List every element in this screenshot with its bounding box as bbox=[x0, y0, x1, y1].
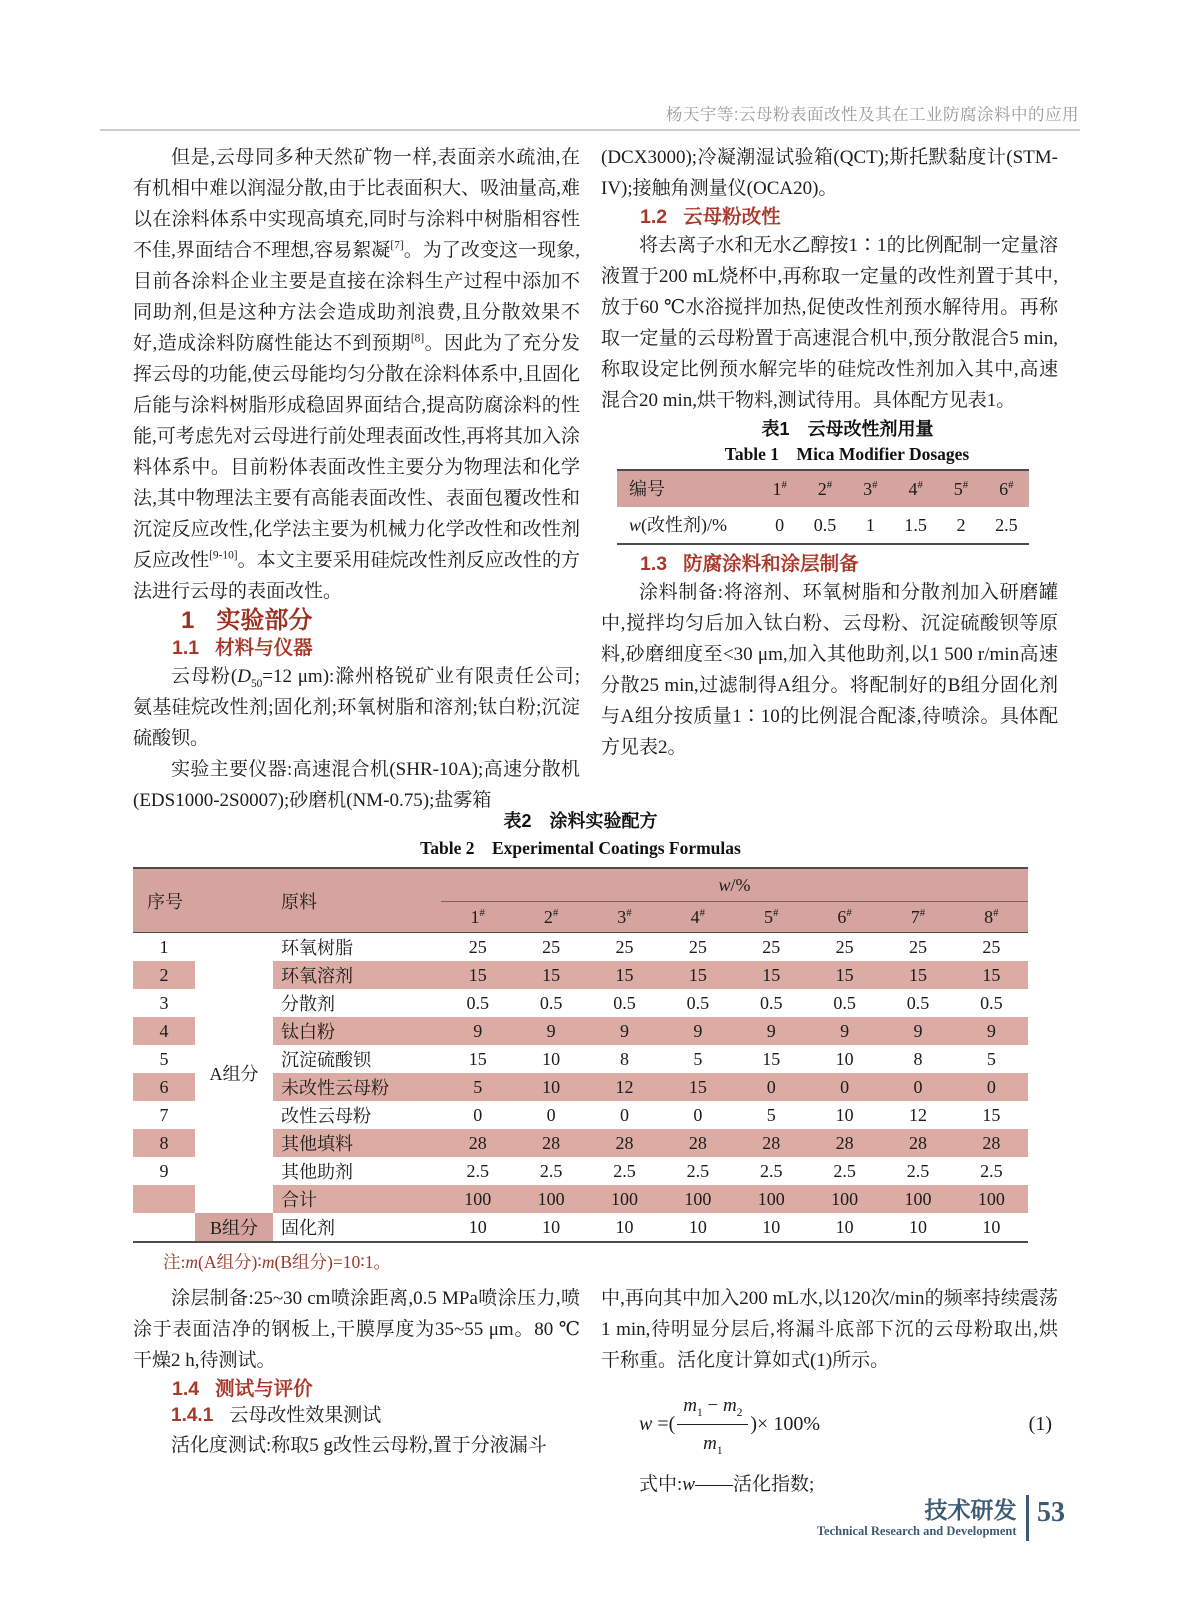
table2-value-cell: 2.5 bbox=[955, 1157, 1028, 1185]
table2-index-cell: 3 bbox=[133, 989, 195, 1017]
table2-value-cell: 8 bbox=[881, 1045, 954, 1073]
section-heading-1-4-1: 1.4.1 云母改性效果测试 bbox=[171, 1405, 382, 1426]
table1-caption-cn: 表1 云母改性剂用量 bbox=[761, 419, 934, 439]
sample-id-header: 6# bbox=[808, 902, 881, 933]
table2-index-cell: 4 bbox=[133, 1017, 195, 1045]
table2-value-cell: 10 bbox=[661, 1213, 734, 1242]
table1-value-cell: 0.5 bbox=[813, 514, 837, 535]
table2-block bbox=[133, 798, 1028, 1292]
table2-value-cell: 15 bbox=[661, 1073, 734, 1101]
table2-value-cell: 0 bbox=[808, 1073, 881, 1101]
table2-value-cell: 2.5 bbox=[661, 1157, 734, 1185]
sample-id-header: 6# bbox=[984, 470, 1029, 507]
table2-value-cell: 25 bbox=[881, 933, 954, 962]
table2-header-no: 序号 bbox=[133, 868, 273, 933]
table2-value-cell: 100 bbox=[588, 1185, 661, 1213]
sample-id-header: 2# bbox=[802, 470, 847, 507]
table2-row bbox=[133, 1213, 1028, 1242]
table2-group-b-cell: B组分 bbox=[195, 1213, 273, 1242]
table2-value-cell: 2.5 bbox=[735, 1157, 808, 1185]
table2-index-cell bbox=[133, 1213, 195, 1242]
table2-value-cell: 2.5 bbox=[514, 1157, 587, 1185]
table2-value-cell: 10 bbox=[514, 1073, 587, 1101]
table2-value-cell: 15 bbox=[441, 961, 514, 989]
table2-value-cell: 5 bbox=[661, 1045, 734, 1073]
table2-value-cell: 10 bbox=[955, 1213, 1028, 1242]
fraction-denominator: $m_1$ bbox=[703, 1433, 723, 1457]
table2-value-cell: 100 bbox=[441, 1185, 514, 1213]
table2-value-cell: 10 bbox=[808, 1213, 881, 1242]
table1-header-row bbox=[617, 470, 1029, 507]
table2-value-cell: 15 bbox=[441, 1045, 514, 1073]
table2-caption-en: Table 2 Experimental Coatings Formulas bbox=[420, 838, 741, 858]
table2-value-cell: 9 bbox=[955, 1017, 1028, 1045]
paragraph-coating-preparation: 涂料制备:将溶剂、环氧树脂和分散剂加入研磨罐中,搅拌均匀后加入钛白粉、云母粉、沉淀硫酸钡等原料,砂磨细度至<30 μm,加入其他助剂,以1 500 r/min高速分散25 min,过滤制得A组分。将配制好的B组分固化剂与A组分按质量1∶10的比例混合配漆,待喷涂。具体配方见表2。 bbox=[601, 582, 1058, 758]
section-heading-1-4: 1.4 测试与评价 bbox=[172, 1378, 313, 1400]
sample-id-header: 4# bbox=[661, 902, 734, 933]
table2-value-cell: 28 bbox=[955, 1129, 1028, 1157]
table2-value-cell: 0.5 bbox=[588, 989, 661, 1017]
table2-index-cell: 9 bbox=[133, 1157, 195, 1185]
table2-value-cell: 15 bbox=[661, 961, 734, 989]
table2-material-cell: 改性云母粉 bbox=[273, 1101, 441, 1129]
table2-value-cell: 100 bbox=[735, 1185, 808, 1213]
table2-index-cell: 1 bbox=[133, 933, 195, 962]
table1-value-cell: 2 bbox=[956, 514, 966, 535]
table2-value-cell: 0.5 bbox=[735, 989, 808, 1017]
paragraph-mica-modification: 将去离子水和无水乙醇按1∶1的比例配制一定量溶液置于200 mL烧杯中,再称取一定量的改性剂置于其中,放于60 ℃水浴搅拌加热,促使改性剂预水解待用。再称取一定量的云母粉置于高速混合机中,预分散混合5 min,称取设定比例预水解完毕的硅烷改性剂加入其中,高速混合20 min,烘干物料,测试待用。具体配方见表1。 bbox=[601, 235, 1058, 411]
table2-value-cell: 28 bbox=[588, 1129, 661, 1157]
table2-value-cell: 25 bbox=[735, 933, 808, 962]
sample-id-header: 4# bbox=[893, 470, 938, 507]
table2-caption-cn: 表2 涂料实验配方 bbox=[503, 811, 658, 831]
table2-note: 注:m(A组分)∶m(B组分)=10∶1。 bbox=[163, 1252, 392, 1272]
table2-value-cell: 12 bbox=[881, 1101, 954, 1129]
table2-value-cell: 15 bbox=[881, 961, 954, 989]
table2-value-cell: 0.5 bbox=[441, 989, 514, 1017]
table2-value-cell: 25 bbox=[808, 933, 881, 962]
header-rule bbox=[100, 129, 1080, 131]
table2-value-cell: 5 bbox=[441, 1073, 514, 1101]
table2-value-cell: 0.5 bbox=[881, 989, 954, 1017]
sample-id-header: 8# bbox=[955, 902, 1028, 933]
table2-value-cell: 0.5 bbox=[955, 989, 1028, 1017]
table2-value-cell: 28 bbox=[735, 1129, 808, 1157]
footer-page-number: 53 bbox=[1037, 1497, 1065, 1528]
paragraph-activation-test: 活化度测试:称取5 g改性云母粉,置于分液漏斗 bbox=[171, 1435, 547, 1456]
table2-index-cell bbox=[133, 1185, 195, 1213]
table1-row-label: w(改性剂)/% bbox=[629, 514, 727, 535]
table2-value-cell: 2.5 bbox=[881, 1157, 954, 1185]
running-head: 杨天宇等:云母粉表面改性及其在工业防腐涂料中的应用 bbox=[665, 106, 1079, 124]
table2-material-cell: 其他填料 bbox=[273, 1129, 441, 1157]
table2-value-cell: 9 bbox=[514, 1017, 587, 1045]
table2-value-cell: 10 bbox=[441, 1213, 514, 1242]
column-top-left bbox=[133, 142, 580, 816]
table2-value-cell: 0.5 bbox=[514, 989, 587, 1017]
sample-id-header: 3# bbox=[588, 902, 661, 933]
table2-header-w: w/% bbox=[441, 868, 1028, 902]
sample-id-header: 1# bbox=[441, 902, 514, 933]
paragraph-instruments: 实验主要仪器:高速混合机(SHR-10A);高速分散机(EDS1000-2S0007);砂磨机(NM-0.75);盐雾箱 bbox=[133, 759, 580, 811]
table2-value-cell: 28 bbox=[808, 1129, 881, 1157]
table2-value-cell: 10 bbox=[881, 1213, 954, 1242]
footer-section-name bbox=[817, 1497, 1017, 1539]
table2-value-cell: 2.5 bbox=[441, 1157, 514, 1185]
table2-value-cell: 15 bbox=[735, 1045, 808, 1073]
table2-value-cell: 5 bbox=[735, 1101, 808, 1129]
footer-divider bbox=[1026, 1495, 1030, 1541]
table2-value-cell: 15 bbox=[955, 961, 1028, 989]
table2-group-a-cell: A组分 bbox=[195, 933, 273, 1214]
table2-index-cell: 7 bbox=[133, 1101, 195, 1129]
table2-value-cell: 100 bbox=[661, 1185, 734, 1213]
table2-value-cell: 15 bbox=[808, 961, 881, 989]
table2-material-cell: 未改性云母粉 bbox=[273, 1073, 441, 1101]
table2-material-cell: 环氧溶剂 bbox=[273, 961, 441, 989]
table1-value-cell: 1.5 bbox=[904, 514, 927, 535]
table2-material-cell: 其他助剂 bbox=[273, 1157, 441, 1185]
sample-id-header: 5# bbox=[735, 902, 808, 933]
table1 bbox=[617, 469, 1029, 545]
table2-value-cell: 0 bbox=[955, 1073, 1028, 1101]
table1-caption-en: Table 1 Mica Modifier Dosages bbox=[724, 444, 970, 464]
table2-value-cell: 8 bbox=[588, 1045, 661, 1073]
table2-value-cell: 9 bbox=[808, 1017, 881, 1045]
table2-material-cell: 沉淀硫酸钡 bbox=[273, 1045, 441, 1073]
table2-value-cell: 25 bbox=[441, 933, 514, 962]
table2-header-material: 原料 bbox=[273, 868, 441, 933]
table2-material-cell: 环氧树脂 bbox=[273, 933, 441, 962]
table1-value-cell: 1 bbox=[865, 514, 875, 535]
table2-header-row bbox=[133, 868, 1028, 902]
table2-value-cell: 10 bbox=[588, 1213, 661, 1242]
table2-value-cell: 0 bbox=[588, 1101, 661, 1129]
section-heading-1-1: 1.1 材料与仪器 bbox=[172, 637, 313, 659]
table2-value-cell: 25 bbox=[514, 933, 587, 962]
paragraph-where-clause: 式中:w——活化指数; bbox=[639, 1474, 815, 1495]
table2-value-cell: 28 bbox=[661, 1129, 734, 1157]
sample-id-header: 3# bbox=[848, 470, 893, 507]
table1-value-cell: 0 bbox=[775, 514, 785, 535]
table1-header-id: 编号 bbox=[617, 470, 757, 507]
table2-value-cell: 15 bbox=[735, 961, 808, 989]
table2-value-cell: 10 bbox=[514, 1045, 587, 1073]
equation-number: (1) bbox=[1028, 1413, 1052, 1435]
table2-value-cell: 0.5 bbox=[808, 989, 881, 1017]
table1-data-row bbox=[617, 507, 1029, 544]
footer-section-en: Technical Research and Development bbox=[816, 1524, 1017, 1538]
table2-index-cell: 5 bbox=[133, 1045, 195, 1073]
table2-value-cell: 28 bbox=[514, 1129, 587, 1157]
table2-value-cell: 10 bbox=[808, 1045, 881, 1073]
paragraph-activation-test-cont: 中,再向其中加入200 mL水,以120次/min的频率持续震荡1 min,待明显分层后,将漏斗底部下沉的云母粉取出,烘干称重。活化度计算如式(1)所示。 bbox=[601, 1288, 1058, 1371]
table2-value-cell: 100 bbox=[955, 1185, 1028, 1213]
table2-material-cell: 固化剂 bbox=[273, 1213, 441, 1242]
table2-value-cell: 28 bbox=[441, 1129, 514, 1157]
table2-value-cell: 9 bbox=[881, 1017, 954, 1045]
table2-value-cell: 0.5 bbox=[661, 989, 734, 1017]
table2-value-cell: 25 bbox=[588, 933, 661, 962]
table2-value-cell: 15 bbox=[588, 961, 661, 989]
equation-1 bbox=[639, 1390, 1058, 1459]
table2-value-cell: 10 bbox=[808, 1101, 881, 1129]
table2-value-cell: 5 bbox=[955, 1045, 1028, 1073]
sample-id-header: 7# bbox=[881, 902, 954, 933]
paragraph-intro: 但是,云母同多种天然矿物一样,表面亲水疏油,在有机相中难以润湿分散,由于比表面积大、吸油量高,难以在涂料体系中实现高填充,同时与涂料中树脂相容性不佳,界面结合不理想,容易絮凝[7]。为了改变这一现象,目前各涂料企业主要是直接在涂料生产过程中添加不同助剂,但是这种方法会造成助剂浪费,且分散效果不好,造成涂料防腐性能达不到预期[8]。因此为了充分发挥云母的功能,使云母能均匀分散在涂料体系中,且固化后能与涂料树脂形成稳固界面结合,提高防腐涂料的性能,可考虑先对云母进行前处理表面改性,再将其加入涂料体系中。目前粉体表面改性主要分为物理法和化学法,其中物理法主要有高能表面改性、表面包覆改性和沉淀反应改性,化学法主要为机械力化学改性和改性剂反应改性[9-10]。本文主要采用硅烷改性剂反应改性的方法进行云母的表面改性。 bbox=[133, 147, 580, 602]
table2-value-cell: 100 bbox=[808, 1185, 881, 1213]
page-footer bbox=[817, 1495, 1065, 1541]
table2-index-cell: 8 bbox=[133, 1129, 195, 1157]
table2-value-cell: 0 bbox=[735, 1073, 808, 1101]
fraction-numerator: $m_1 - m_2$ bbox=[677, 1390, 748, 1425]
table2-value-cell: 25 bbox=[955, 933, 1028, 962]
paragraph-instruments-cont: (DCX3000);冷凝潮湿试验箱(QCT);斯托默黏度计(STM-IV);接触角测量仪(OCA20)。 bbox=[601, 147, 1058, 199]
table2-value-cell: 0 bbox=[514, 1101, 587, 1129]
table2-material-cell: 分散剂 bbox=[273, 989, 441, 1017]
table2-value-cell: 28 bbox=[881, 1129, 954, 1157]
sample-id-header: 1# bbox=[757, 470, 802, 507]
table2-value-cell: 9 bbox=[441, 1017, 514, 1045]
table2-value-cell: 2.5 bbox=[588, 1157, 661, 1185]
table2-index-cell: 6 bbox=[133, 1073, 195, 1101]
sample-id-header: 2# bbox=[514, 902, 587, 933]
table2-value-cell: 15 bbox=[514, 961, 587, 989]
table1-value-cell: 2.5 bbox=[995, 514, 1018, 535]
equation-rhs: )× 100% bbox=[750, 1413, 820, 1435]
table2-material-cell: 合计 bbox=[273, 1185, 441, 1213]
table2-value-cell: 100 bbox=[881, 1185, 954, 1213]
table2-value-cell: 9 bbox=[735, 1017, 808, 1045]
section-heading-1-3: 1.3 防腐涂料和涂层制备 bbox=[640, 553, 859, 575]
table2-value-cell: 9 bbox=[661, 1017, 734, 1045]
table2-value-cell: 0 bbox=[661, 1101, 734, 1129]
equation-fraction bbox=[677, 1390, 748, 1459]
column-bottom-left bbox=[133, 1283, 580, 1461]
table2-value-cell: 2.5 bbox=[808, 1157, 881, 1185]
table2-value-cell: 10 bbox=[514, 1213, 587, 1242]
paragraph-coating-application: 涂层制备:25~30 cm喷涂距离,0.5 MPa喷涂压力,喷涂于表面洁净的钢板上,干膜厚度为35~55 μm。80 ℃干燥2 h,待测试。 bbox=[133, 1288, 580, 1371]
section-heading-1-2: 1.2 云母粉改性 bbox=[640, 206, 781, 228]
table2-index-cell: 2 bbox=[133, 961, 195, 989]
table2-value-cell: 0 bbox=[441, 1101, 514, 1129]
column-bottom-right bbox=[601, 1283, 1058, 1500]
equation-lhs: w =( bbox=[639, 1413, 676, 1435]
section-heading-1: 1 实验部分 bbox=[181, 607, 313, 634]
sample-id-header: 5# bbox=[938, 470, 983, 507]
table2-row bbox=[133, 933, 1028, 962]
table2-value-cell: 100 bbox=[514, 1185, 587, 1213]
table2-value-cell: 10 bbox=[735, 1213, 808, 1242]
table2-value-cell: 9 bbox=[588, 1017, 661, 1045]
table2-value-cell: 0 bbox=[881, 1073, 954, 1101]
table2 bbox=[133, 867, 1028, 1243]
paragraph-materials: 云母粉($D_{50}=12$ μm):滁州格锐矿业有限责任公司;氨基硅烷改性剂;固化剂;环氧树脂和溶剂;钛白粉;沉淀硫酸钡。 bbox=[133, 666, 581, 749]
footer-section-cn: 技术研发 bbox=[924, 1497, 1017, 1523]
table2-value-cell: 12 bbox=[588, 1073, 661, 1101]
table2-value-cell: 25 bbox=[661, 933, 734, 962]
table2-value-cell: 15 bbox=[955, 1101, 1028, 1129]
table2-material-cell: 钛白粉 bbox=[273, 1017, 441, 1045]
column-top-right bbox=[601, 142, 1058, 763]
